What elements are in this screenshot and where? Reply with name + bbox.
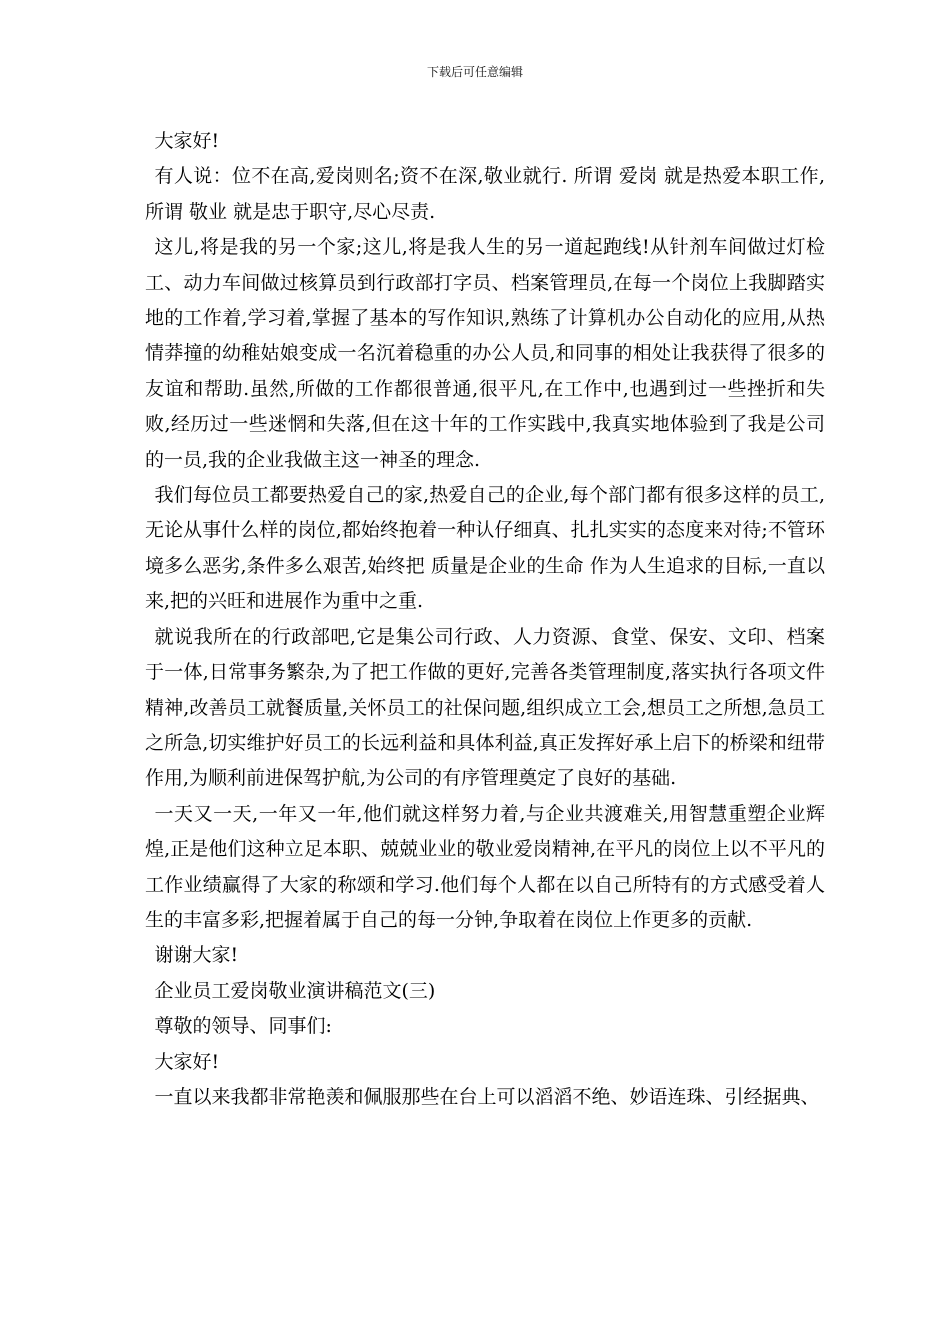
page-header: 下载后可任意编辑: [426, 65, 523, 79]
paragraph: 我们每位员工都要热爱自己的家,热爱自己的企业,每个部门都有很多这样的员工,无论从事什么样的岗位,都始终抱着一种认仔细真、扎扎实实的态度来对待;不管环境多么恶劣,条件多么艰苦,始终把 质量是企业的生命 作为人生追求的目标,一直以来,把的兴旺和进展作为重中之重.: [145, 484, 825, 613]
paragraph: 一直以来我都非常艳羡和佩服那些在台上可以滔滔不绝、妙语连珠、引经据典、: [154, 1085, 820, 1108]
greeting: 大家好!: [154, 130, 220, 152]
paragraph: 一天又一天,一年又一年,他们就这样努力着,与企业共渡难关,用智慧重塑企业辉煌,正是他们这种立足本职、兢兢业业的敬业爱岗精神,在平凡的岗位上以不平凡的工作业绩赢得了大家的称颂和学习.他们每个人都在以自己所特有的方式感受着人生的丰富多彩,把握着属于自己的每一分钟,争取着在岗位上作更多的贡献.: [145, 802, 825, 931]
paragraph: 就说我所在的行政部吧,它是集公司行政、人力资源、食堂、保安、文印、档案于一体,日常事务繁杂,为了把工作做的更好,完善各类管理制度,落实执行各项文件精神,改善员工就餐质量,关怀员工的社保问题,组织成立工会,想员工之所想,急员工之所急,切实维护好员工的长远利益和具体利益,真正发挥好承上启下的桥梁和纽带作用,为顺利前进保驾护航,为公司的有序管理奠定了良好的基础.: [145, 625, 825, 790]
greeting: 大家好!: [154, 1050, 220, 1073]
document-body: [145, 124, 825, 1115]
paragraph: 这儿,将是我的另一个家;这儿,将是我人生的另一道起跑线!从针剂车间做过灯检工、动力车间做过核算员到行政部打字员、档案管理员,在每一个岗位上我脚踏实地的工作着,学习着,掌握了基本的写作知识,熟练了计算机办公自动化的应用,从热情莽撞的幼稚姑娘变成一名沉着稳重的办公人员,和同事的相处让我获得了很多的友谊和帮助.虽然,所做的工作都很普通,很平凡,在工作中,也遇到过一些挫折和失败,经历过一些迷惘和失落,但在这十年的工作实践中,我真实地体验到了我是公司的一员,我的企业我做主这一神圣的理念.: [145, 236, 825, 471]
salutation: 尊敬的领导、同事们:: [154, 1015, 332, 1038]
closing-thanks: 谢谢大家!: [154, 944, 239, 967]
section-title: 企业员工爱岗敬业演讲稿范文(三): [154, 979, 436, 1002]
paragraph: 有人说：位不在高,爱岗则名;资不在深,敬业就行. 所谓 爱岗 就是热爱本职工作,所谓 敬业 就是忠于职守,尽心尽责.: [145, 165, 825, 223]
